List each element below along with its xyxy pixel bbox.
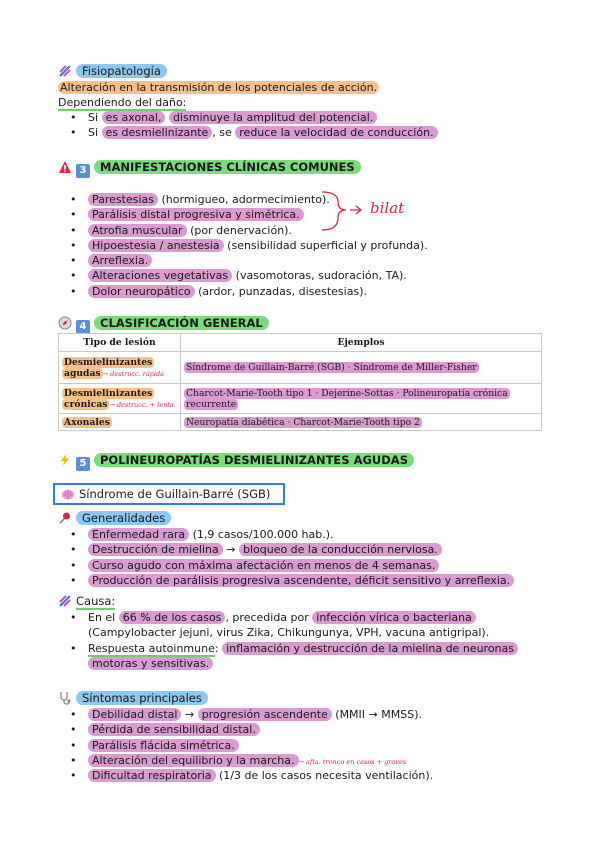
polineuropatias-section: [58, 452, 548, 469]
list-item: • Si es desmielinizante , se reduce la velocidad de conducción.: [58, 125, 548, 140]
table-cell-examples: Síndrome de Guillain-Barré (SGB) · Síndrome de Miller-Fisher: [181, 352, 542, 384]
fisiopatologia-line1: Alteración en la transmisión de los potenciales de acción.: [60, 81, 378, 94]
manifestaciones-heading: 3 MANIFESTACIONES CLÍNICAS COMUNES: [58, 159, 548, 176]
sgb-title-box: [53, 483, 285, 505]
list-item: • Arreflexia.: [58, 253, 548, 268]
table-cell-type: Desmielinizantes crónicas → destrucc. + lenta: [59, 384, 181, 414]
list-item: • Alteraciones vegetativas (vasomotoras, sudoración, TA).: [58, 268, 548, 283]
causa-heading: [58, 593, 548, 610]
list-item: • Pérdida de sensibilidad distal.: [58, 722, 548, 737]
table-row: [59, 352, 542, 384]
clasificacion-heading: 4 CLASIFICACIÓN GENERAL: [58, 315, 548, 332]
table-row: [59, 384, 542, 414]
list-item: • Curso agudo con máxima afectación en menos de 4 semanas.: [58, 558, 548, 573]
dna-icon: [58, 594, 72, 608]
dna-icon: [58, 64, 72, 78]
clasificacion-table: [58, 333, 542, 431]
list-item: • Debilidad distal → progresión ascendente (MMII → MMSS).: [58, 707, 548, 722]
generalidades-list: [58, 527, 548, 588]
generalidades-title: Generalidades: [76, 511, 171, 525]
manifestaciones-list: [58, 192, 548, 299]
list-item: • Parálisis flácida simétrica.: [58, 738, 548, 753]
sintomas-list: [58, 707, 548, 783]
pushpin-icon: [58, 511, 72, 525]
list-item: • Dificultad respiratoria (1/3 de los casos necesita ventilación).: [58, 768, 548, 783]
polineuropatias-title: POLINEUROPATÍAS DESMIELINIZANTES AGUDAS: [94, 453, 414, 467]
table-header-row: [59, 334, 542, 352]
table-header-cell: Tipo de lesión: [59, 334, 181, 352]
table-row: [59, 414, 542, 431]
table-cell-examples: Charcot-Marie-Tooth tipo 1 · Dejerine-Sottas · Polineuropatía crónica recurrente: [181, 384, 542, 414]
fisiopatologia-title: Fisiopatología: [76, 64, 167, 78]
list-item: • En el 66 % de los casos , precedida por infección vírica o bacteriana (Campylobacter jejuni, virus Zika, Chikungunya, VPH, vacuna antigripal).: [58, 610, 548, 641]
list-item: • Destrucción de mielina → bloqueo de la conducción nerviosa.: [58, 542, 548, 557]
list-item: • Alteración del equilibrio y la marcha. → afta. tronco en casos + graves: [58, 753, 548, 768]
fisiopatologia-line2: Dependiendo del daño:: [58, 96, 187, 109]
clasificacion-section: [58, 315, 548, 332]
generalidades-heading: [58, 510, 548, 527]
lightning-icon: [58, 453, 72, 467]
warning-icon: [58, 160, 72, 174]
causa-title: Causa:: [76, 594, 116, 608]
causa-section: [58, 593, 548, 671]
table-cell-type: Desmielinizantes agudas → destrucc. rápida: [59, 352, 181, 384]
generalidades-section: [58, 510, 548, 588]
list-item: • Parálisis distal progresiva y simétrica.: [58, 207, 548, 222]
handnote-bilat: bilat: [370, 199, 405, 217]
sintomas-heading: [58, 690, 548, 707]
list-item: • Parestesias (hormigueo, adormecimiento).: [58, 192, 548, 207]
list-item: • Si es axonal, disminuye la amplitud del potencial.: [58, 110, 548, 125]
causa-list: [58, 610, 548, 671]
sintomas-title: Síntomas principales: [76, 691, 208, 705]
compass-icon: [58, 316, 72, 330]
list-item: • Enfermedad rara (1,9 casos/100.000 hab.).: [58, 527, 548, 542]
manifestaciones-section: [58, 159, 548, 176]
manifestaciones-list-block: [58, 192, 548, 299]
fisiopatologia-list: [58, 110, 548, 141]
stethoscope-icon: [58, 691, 72, 705]
table-header-cell: Ejemplos: [181, 334, 542, 352]
sintomas-section: [58, 690, 548, 783]
list-item: • Atrofia muscular (por denervación).: [58, 223, 548, 238]
table-cell-examples: Neuropatía diabética · Charcot-Marie-Tooth tipo 2: [181, 414, 542, 431]
clasificacion-title: CLASIFICACIÓN GENERAL: [94, 316, 269, 330]
table-cell-type: Axonales: [59, 414, 181, 431]
list-item: • Respuesta autoinmune: inflamación y destrucción de la mielina de neuronas motoras y sensitivas.: [58, 641, 548, 672]
polineuropatias-heading: 5 POLINEUROPATÍAS DESMIELINIZANTES AGUDAS: [58, 452, 548, 469]
brain-icon: [61, 487, 75, 501]
fisiopatologia-heading: [58, 63, 548, 80]
list-item: • Producción de parálisis progresiva ascendente, déficit sensitivo y arreflexia.: [58, 573, 548, 588]
sgb-title: Síndrome de Guillain-Barré (SGB): [79, 487, 271, 501]
list-item: • Dolor neuropático (ardor, punzadas, disestesias).: [58, 284, 548, 299]
manifestaciones-title: MANIFESTACIONES CLÍNICAS COMUNES: [94, 160, 361, 174]
fisiopatologia-section: [58, 63, 548, 141]
list-item: • Hipoestesia / anestesia (sensibilidad superficial y profunda).: [58, 238, 548, 253]
